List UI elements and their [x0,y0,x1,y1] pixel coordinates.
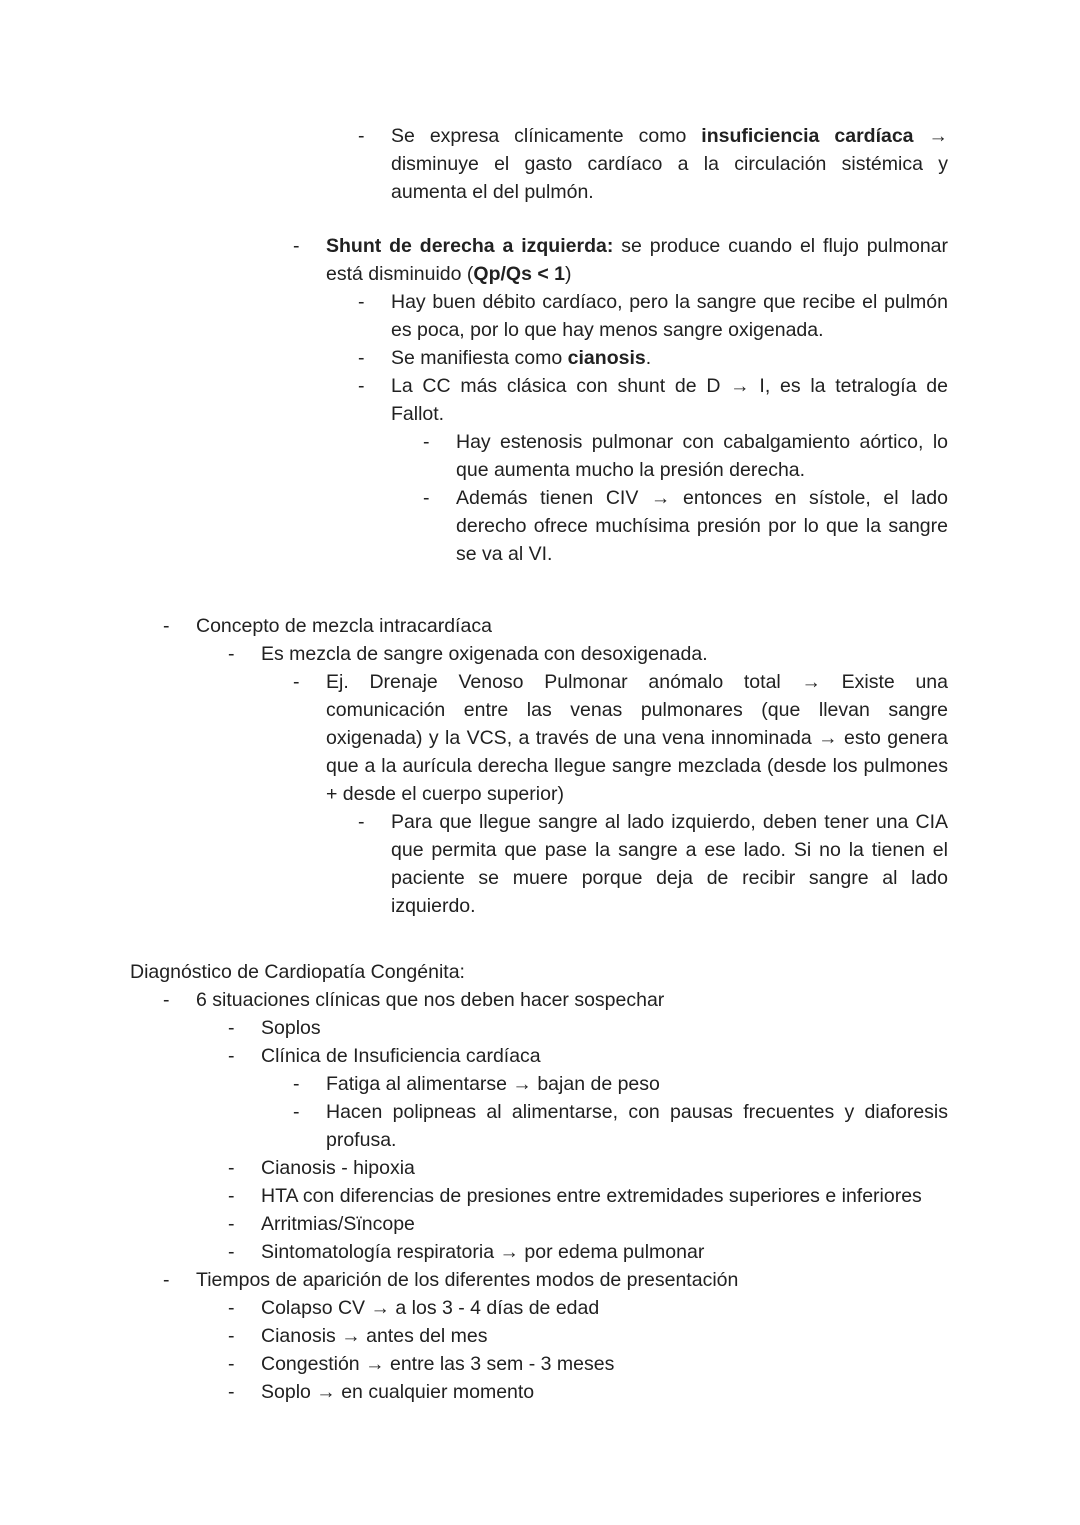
bullet-dash: - [293,235,300,257]
bold-text-run: Shunt de derecha a izquierda: [326,235,614,257]
paragraph-text [391,344,948,372]
bullet-dash: - [228,1157,235,1179]
bullet-dash: - [228,1045,235,1067]
paragraph-text [261,1154,948,1182]
bullet-dash: - [228,1213,235,1235]
paragraph-spacer [130,568,948,612]
bold-text-run: insuficiencia cardíaca [701,125,914,147]
paragraph-text [261,1210,948,1238]
text-run: 6 situaciones clínicas que nos deben hacer sospechar [196,989,665,1011]
bullet-dash: - [358,347,365,369]
text-run: Ej. Drenaje Venoso Pulmonar anómalo total → Existe una comunicación entre las venas pulmonares (que llevan sangre oxigenada) y la VCS, a través de una vena innominada → esto genera que a la aurícula derecha llegue sangre mezclada (desde los pulmones + desde el cuerpo superior) [326,671,948,805]
bullet-dash: - [163,989,170,1011]
paragraph-text [391,288,948,344]
text-run: Hay buen débito cardíaco, pero la sangre que recibe el pulmón es poca, por lo que hay menos sangre oxigenada. [391,291,948,341]
bullet-item [228,1210,948,1238]
bullet-item [228,1154,948,1182]
bullet-item [358,808,948,920]
bullet-item [423,428,948,484]
bullet-dash: - [228,1185,235,1207]
paragraph-spacer [130,920,948,958]
section-heading [130,958,948,986]
bullet-dash: - [163,1269,170,1291]
paragraph-text [391,122,948,206]
bullet-item [163,986,948,1014]
paragraph-text [261,1378,948,1406]
paragraph-text [196,612,948,640]
paragraph-text [326,232,948,288]
bullet-dash: - [163,615,170,637]
bullet-dash: - [358,811,365,833]
text-run: Soplos [261,1017,321,1039]
bullet-item [163,612,948,640]
document-content [130,122,948,1406]
bullet-item [293,232,948,288]
paragraph-text [456,484,948,568]
paragraph-spacer [130,206,948,232]
bullet-dash: - [423,487,430,509]
text-run: HTA con diferencias de presiones entre extremidades superiores e inferiores [261,1185,922,1207]
text-run: Colapso CV → a los 3 - 4 días de edad [261,1297,600,1319]
text-run: Sintomatología respiratoria → por edema pulmonar [261,1241,705,1263]
paragraph-text [261,1350,948,1378]
paragraph-text [326,1070,948,1098]
bullet-item [228,1322,948,1350]
text-run: . [645,347,652,369]
paragraph-text [261,1238,948,1266]
text-run: se produce cuando el flujo pulmonar está disminuido ( [326,235,949,285]
paragraph-text [261,1294,948,1322]
paragraph-text [326,1098,948,1154]
bullet-item [228,1042,948,1070]
bullet-dash: - [228,643,235,665]
text-run: Arritmias/Sïncope [261,1213,415,1235]
paragraph-text [261,1182,948,1210]
text-run: Hacen polipneas al alimentarse, con pausas frecuentes y diaforesis profusa. [326,1101,948,1151]
text-run: Tiempos de aparición de los diferentes modos de presentación [196,1269,739,1291]
text-run: Diagnóstico de Cardiopatía Congénita: [130,961,465,983]
paragraph-text [326,668,948,808]
bullet-dash: - [293,1073,300,1095]
paragraph-text [130,958,948,986]
text-run: Cianosis → antes del mes [261,1325,488,1347]
bullet-item [228,1350,948,1378]
bullet-item [228,1014,948,1042]
paragraph-text [261,1014,948,1042]
text-run: ) [564,263,572,285]
bullet-item [228,1378,948,1406]
bold-text-run: Qp/Qs < 1 [473,263,565,285]
text-run: Congestión → entre las 3 sem - 3 meses [261,1353,615,1375]
paragraph-text [196,1266,948,1294]
text-run: → disminuye el gasto cardíaco a la circulación sistémica y aumenta el del pulmón. [391,125,949,203]
paragraph-text [456,428,948,484]
bullet-item [293,1070,948,1098]
text-run: Para que llegue sangre al lado izquierdo, deben tener una CIA que permita que pase la sangre a ese lado. Si no la tienen el paciente se muere porque deja de recibir sangre al lado izquierdo. [391,811,948,917]
paragraph-text [261,1042,948,1070]
bullet-item [358,122,948,206]
text-run: Se expresa clínicamente como [391,125,702,147]
bullet-dash: - [228,1297,235,1319]
bullet-dash: - [293,671,300,693]
bullet-dash: - [293,1101,300,1123]
text-run: Fatiga al alimentarse → bajan de peso [326,1073,660,1095]
text-run: Soplo → en cualquier momento [261,1381,535,1403]
text-run: Es mezcla de sangre oxigenada con desoxigenada. [261,643,708,665]
bullet-dash: - [228,1325,235,1347]
bullet-item [293,1098,948,1154]
bullet-item [358,344,948,372]
bullet-dash: - [358,125,365,147]
text-run: Clínica de Insuficiencia cardíaca [261,1045,541,1067]
paragraph-text [261,640,948,668]
bullet-dash: - [228,1017,235,1039]
bullet-dash: - [228,1241,235,1263]
text-run: Hay estenosis pulmonar con cabalgamiento aórtico, lo que aumenta mucho la presión derecha. [456,431,948,481]
bullet-item [163,1266,948,1294]
bullet-dash: - [228,1381,235,1403]
paragraph-text [261,1322,948,1350]
bullet-item [228,1294,948,1322]
bullet-item [358,372,948,428]
bullet-item [228,1182,948,1210]
bullet-dash: - [423,431,430,453]
bullet-item [423,484,948,568]
bullet-item [293,668,948,808]
text-run: Se manifiesta como [391,347,568,369]
bullet-item [358,288,948,344]
text-run: La CC más clásica con shunt de D → I, es la tetralogía de Fallot. [391,375,948,425]
paragraph-text [391,372,948,428]
bullet-dash: - [358,375,365,397]
paragraph-text [391,808,948,920]
text-run: Cianosis - hipoxia [261,1157,415,1179]
bullet-dash: - [228,1353,235,1375]
bullet-item [228,1238,948,1266]
paragraph-text [196,986,948,1014]
bold-text-run: cianosis [567,347,646,369]
text-run: Concepto de mezcla intracardíaca [196,615,492,637]
bullet-item [228,640,948,668]
text-run: Además tienen CIV → entonces en sístole, el lado derecho ofrece muchísima presión por lo que la sangre se va al VI. [456,487,948,565]
bullet-dash: - [358,291,365,313]
